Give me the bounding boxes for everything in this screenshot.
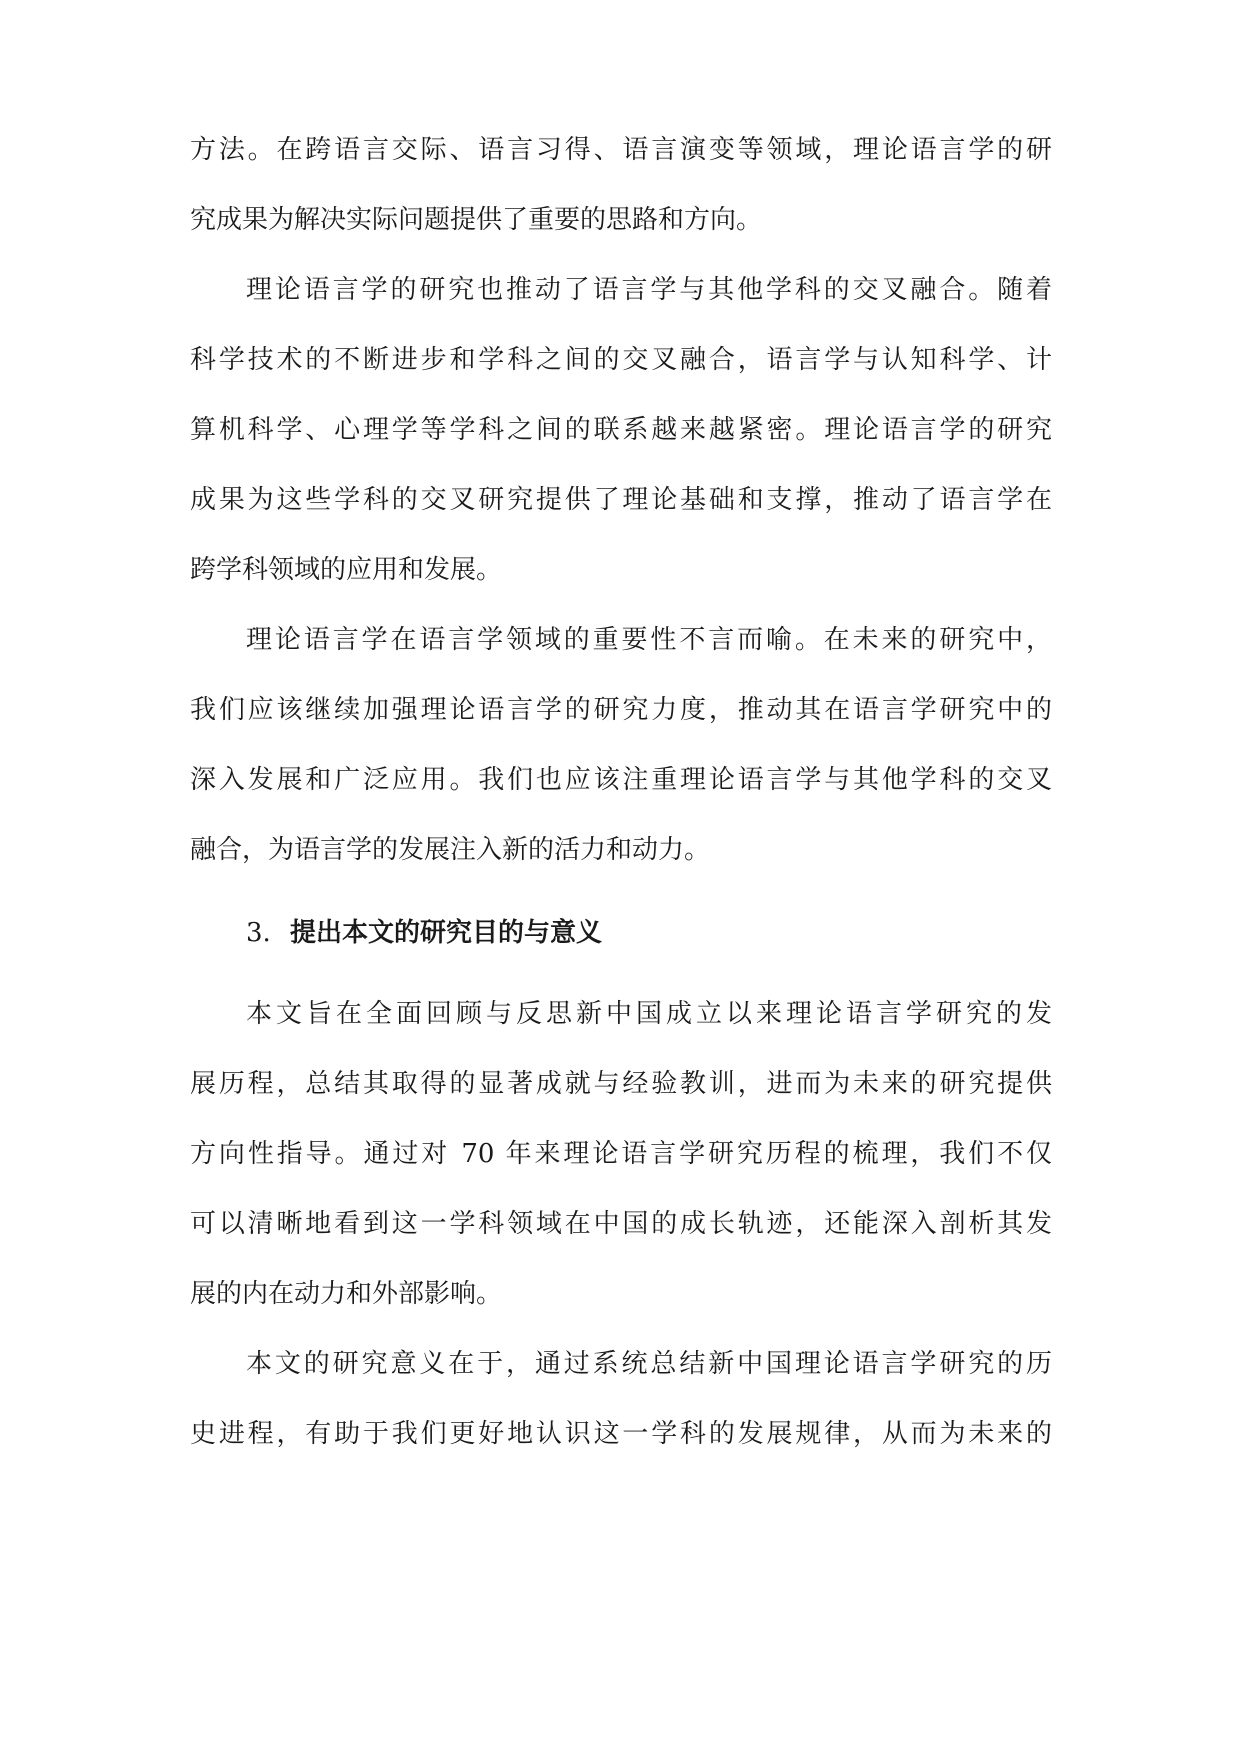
paragraph-line: 展的内在动力和外部影响。 xyxy=(190,1279,503,1309)
section-number: 3. xyxy=(246,918,271,948)
paragraph-line: 我们应该继续加强理论语言学的研究力度，推动其在语言学研究中的 xyxy=(190,695,1052,725)
paragraph-line: 可以清晰地看到这一学科领域在中国的成长轨迹，还能深入剖析其发 xyxy=(190,1209,1052,1239)
paragraph-line: 跨学科领域的应用和发展。 xyxy=(190,555,503,585)
paragraph-line: 究成果为解决实际问题提供了重要的思路和方向。 xyxy=(190,205,763,235)
paragraph-line: 史进程，有助于我们更好地认识这一学科的发展规律，从而为未来的 xyxy=(190,1419,1052,1449)
paragraph-line: 深入发展和广泛应用。我们也应该注重理论语言学与其他学科的交叉 xyxy=(190,765,1052,795)
paragraph-line: 理论语言学的研究也推动了语言学与其他学科的交叉融合。随着 xyxy=(246,275,1052,305)
paragraph-line: 成果为这些学科的交叉研究提供了理论基础和支撑，推动了语言学在 xyxy=(190,485,1052,515)
paragraph-line: 算机科学、心理学等学科之间的联系越来越紧密。理论语言学的研究 xyxy=(190,415,1052,445)
paragraph-line: 方向性指导。通过对 70 年来理论语言学研究历程的梳理，我们不仅 xyxy=(190,1139,1052,1169)
section-title: 提出本文的研究目的与意义 xyxy=(290,918,603,948)
paragraph-line: 展历程，总结其取得的显著成就与经验教训，进而为未来的研究提供 xyxy=(190,1069,1052,1099)
paragraph-line: 科学技术的不断进步和学科之间的交叉融合，语言学与认知科学、计 xyxy=(190,345,1052,375)
paragraph-line: 理论语言学在语言学领域的重要性不言而喻。在未来的研究中， xyxy=(246,625,1052,655)
paragraph-line: 本文的研究意义在于，通过系统总结新中国理论语言学研究的历 xyxy=(246,1349,1052,1379)
paragraph-line: 本文旨在全面回顾与反思新中国成立以来理论语言学研究的发 xyxy=(246,999,1052,1029)
paragraph-line: 方法。在跨语言交际、语言习得、语言演变等领域，理论语言学的研 xyxy=(190,135,1052,165)
section-heading xyxy=(246,909,946,957)
paragraph-line: 融合，为语言学的发展注入新的活力和动力。 xyxy=(190,835,711,865)
